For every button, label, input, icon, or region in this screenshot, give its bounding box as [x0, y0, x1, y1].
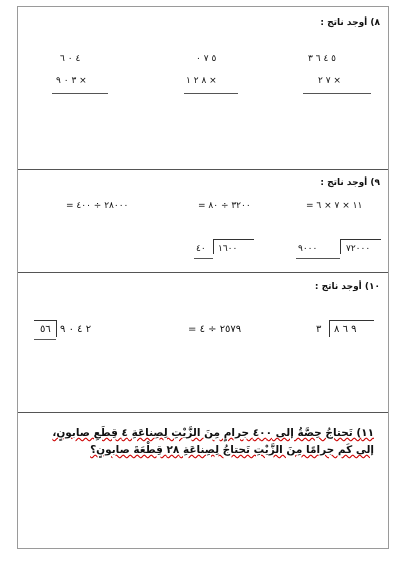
- q8-p2-bottom: × ٨ ٢ ١: [186, 76, 217, 86]
- q8-title: ٨) أوجد ناتج :: [320, 18, 380, 28]
- separator-3: [18, 412, 388, 413]
- q10-p1-dividend: ٩ ٦ ٨: [334, 324, 357, 335]
- q10-p1-bracket: [329, 320, 374, 337]
- q10-p2: ٢٥٧٩ ÷ ٤ =: [188, 324, 242, 335]
- q8-p3-top: ٤ ٠ ٦: [60, 54, 81, 64]
- q9-r2-a-dividend: ٧٢٠٠٠: [346, 244, 371, 254]
- q9-r2-b-dividend: ١٦٠٠: [218, 244, 238, 254]
- q8-p1-top: ٥ ٤ ٦ ٣: [308, 54, 336, 64]
- q8-p1-line: [303, 93, 371, 94]
- q9-r2-b-divisor: ٤٠: [196, 244, 206, 254]
- q8-p3-bottom: × ٣ ٠ ٩: [56, 76, 87, 86]
- q8-p3-line: [52, 93, 108, 94]
- q10-p3-bracket: [34, 320, 57, 337]
- q9-r2-a-underline: [296, 258, 340, 259]
- q10-title: ١٠) أوجد ناتج :: [314, 282, 380, 292]
- q10-p1-divisor: ٣: [316, 324, 322, 335]
- q8-p2-line: [184, 93, 238, 94]
- q10-p3-divisor: ٥٦: [40, 324, 51, 335]
- separator-1: [18, 169, 388, 170]
- q9-r1-c: ٢٨٠٠٠ ÷ ٤٠٠ =: [66, 201, 129, 211]
- q11-word-problem: ١١) تَحتاجُ حِصَّةُ إلى ٤٠٠ جرامٍ مِنَ الزَّيْتِ لِصِناعَةِ ٤ قِطَعِ صابونٍ، إلى كَم جرامًا مِنَ الزَّيْتِ تَحتاجُ لِصِناعَةِ ٢٨ قِطْعَةَ صابونٍ؟: [52, 427, 374, 456]
- separator-2: [18, 272, 388, 273]
- q8-p2-top: ٥ ٧ ٠: [196, 54, 217, 64]
- q9-r2-a-bracket: [340, 239, 381, 254]
- q10-p3-underline: [34, 339, 56, 340]
- q9-r2-b-bracket: [213, 239, 254, 254]
- q8-p1-bottom: × ٧ ٢: [318, 76, 341, 86]
- q9-r1-b: ٣٢٠٠ ÷ ٨٠ =: [198, 201, 251, 211]
- q9-title: ٩) أوجد ناتج :: [320, 178, 380, 188]
- worksheet-page: [17, 6, 389, 549]
- q10-p3-dividend: ٢ ٤ ٠ ٩: [60, 324, 92, 335]
- q9-r2-a-divisor: ٩٠٠٠: [298, 244, 318, 254]
- q9-r1-a: ١١ × ٧ × ٦ =: [306, 201, 363, 211]
- q9-r2-b-underline: [194, 258, 213, 259]
